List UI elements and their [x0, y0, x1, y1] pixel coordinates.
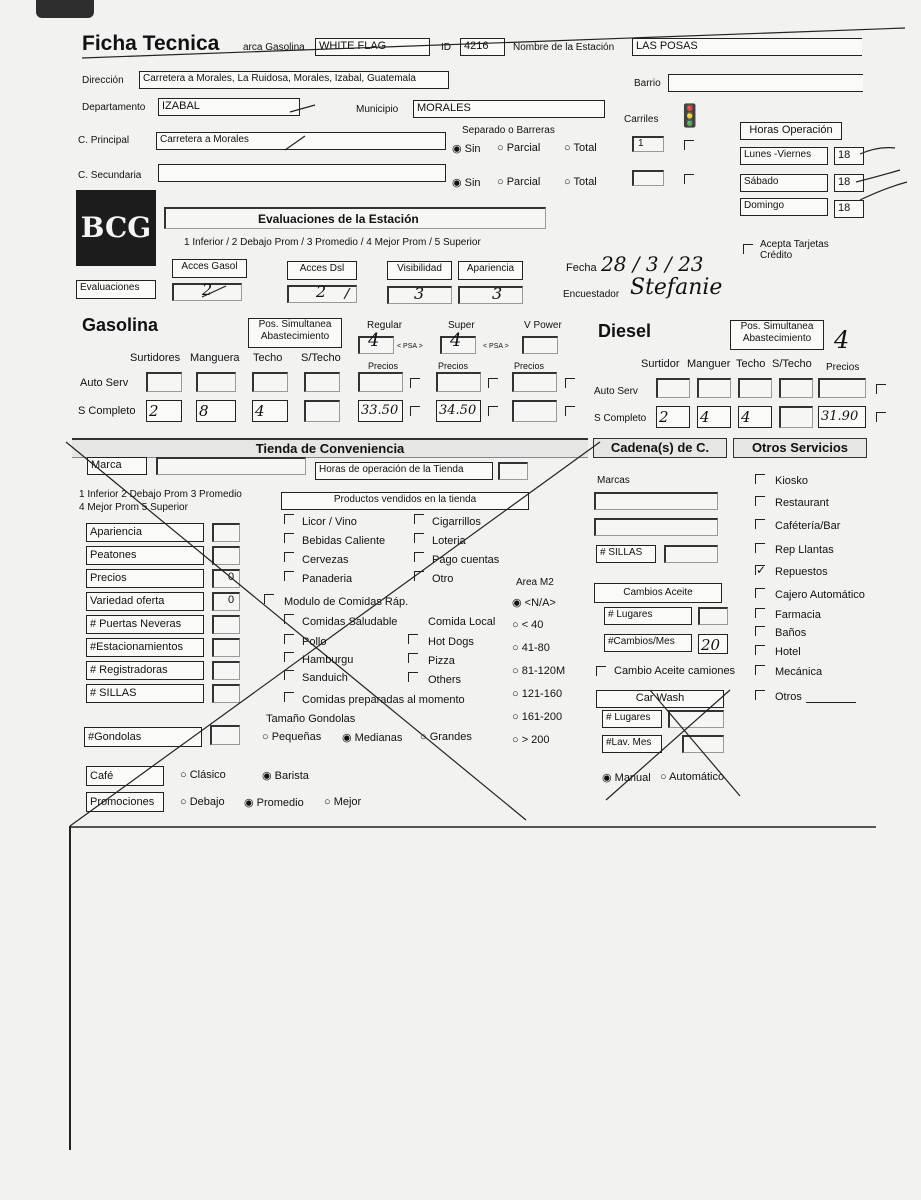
cambio-camiones-label: Cambio Aceite camiones — [614, 665, 736, 677]
tienda-scale-2: 4 Mejor Prom 5 Superior — [79, 502, 188, 513]
visibilidad-value: 3 — [414, 284, 425, 303]
cadena-sillas-label: # SILLAS — [596, 545, 656, 563]
cadena-marcas-label: Marcas — [597, 475, 630, 486]
gasolina-col-manguera: Manguera — [190, 352, 240, 364]
rating-field[interactable]: 0 — [212, 592, 240, 611]
visibilidad-label: Visibilidad — [387, 261, 452, 280]
fecha-label: Fecha — [566, 262, 597, 274]
diesel-col-manguer: Manguer — [687, 358, 731, 370]
rating-field[interactable]: 0 — [212, 569, 240, 588]
diesel-col-stecho: S/Techo — [772, 358, 812, 370]
otros-label: Repuestos — [775, 566, 828, 578]
departamento-field[interactable]: IZABAL — [158, 98, 300, 116]
automatico-radio[interactable]: ○ Automático — [660, 771, 725, 783]
promo-debajo-radio[interactable]: ○ Debajo — [180, 796, 225, 808]
otros-label: Baños — [775, 627, 807, 639]
sin-radio-2[interactable]: ◉ Sin — [452, 177, 481, 189]
acepta-tarjetas-label: Acepta Tarjetas Crédito — [760, 239, 829, 261]
horas-operacion-title: Horas Operación — [740, 122, 842, 140]
otros-label: Cajero Automático — [775, 589, 865, 601]
car-wash-title: Car Wash — [596, 690, 724, 708]
psa-label-1: < PSA > — [397, 343, 423, 350]
diesel-full-manguer[interactable]: 4 — [697, 406, 731, 428]
marca-gasolina-field[interactable]: WHITE FLAG — [315, 38, 430, 56]
tamano-grandes-radio[interactable]: ○ Grandes — [420, 731, 472, 743]
parcial-radio-1[interactable]: ○ Parcial — [497, 142, 541, 154]
food-label: Pollo — [302, 636, 327, 648]
cafe-label: Café — [86, 766, 164, 786]
radio-mark-icon: ◉ — [512, 597, 525, 609]
otros-servicios-title: Otros Servicios — [733, 438, 867, 458]
marca-gasolina-label: arca Gasolina — [243, 42, 305, 53]
nombre-estacion-field[interactable]: LAS POSAS — [632, 38, 862, 56]
weekday-tick — [860, 148, 895, 154]
rating-label: Precios — [86, 569, 204, 588]
diesel-full-techo[interactable]: 4 — [738, 406, 772, 428]
rating-label: # Registradoras — [86, 661, 204, 680]
otros-label: Rep Llantas — [775, 544, 834, 556]
acces-dsl-value: 2 — [316, 282, 327, 301]
direccion-label: Dirección — [82, 75, 124, 86]
acces-dsl-slash — [344, 288, 350, 299]
product-label: Panaderia — [302, 573, 353, 585]
carwash-lugares-label: # Lugares — [602, 710, 662, 728]
psa-label-2: < PSA > — [483, 343, 509, 350]
otros-label: Restaurant — [775, 497, 829, 509]
municipio-label: Municipio — [356, 104, 399, 115]
apariencia-label: Apariencia — [458, 261, 523, 280]
cafe-barista-radio[interactable]: ◉ Barista — [262, 770, 309, 782]
product-label: Bebidas Caliente — [302, 535, 386, 547]
regular-precios-label: Precios — [368, 361, 399, 371]
sunday-label: Domingo — [740, 198, 828, 216]
diesel-pos-simultanea: Pos. Simultanea Abastecimiento — [730, 320, 824, 350]
modulo-label: Modulo de Comidas Ráp. — [284, 596, 409, 608]
cambios-aceite-title: Cambios Aceite — [594, 583, 722, 603]
gasolina-title: Gasolina — [82, 315, 159, 335]
tienda-cross-2 — [66, 442, 526, 820]
product-label: Cigarrillos — [432, 516, 481, 528]
vpower-precios-label: Precios — [514, 361, 545, 371]
gasolina-pos-simultanea: Pos. Simultanea Abastecimiento — [248, 318, 342, 348]
gasolina-col-surtidores: Surtidores — [130, 352, 181, 364]
radio-mark-icon: ○ — [512, 688, 522, 700]
gas-full-surtidores[interactable]: 2 — [146, 400, 182, 422]
gasolina-auto-serv-label: Auto Serv — [80, 377, 129, 389]
weekday-hours-field[interactable]: 18 — [834, 147, 864, 165]
id-field[interactable]: 4216 — [460, 38, 505, 56]
gas-full-regular-price[interactable]: 33.50 — [358, 400, 403, 422]
carriles-principal-field[interactable]: 1 — [632, 136, 664, 152]
carwash-cross-1 — [606, 690, 730, 800]
diesel-col-precios: Precios — [826, 362, 860, 373]
diesel-full-price[interactable]: 31.90 — [818, 406, 866, 428]
gasolina-s-completo-label: S Completo — [78, 405, 136, 417]
food-label: Hot Dogs — [428, 636, 474, 648]
diesel-col-surtidor: Surtidor — [641, 358, 680, 370]
tienda-marca-label: Marca — [87, 457, 147, 475]
check-mark-icon: ✓ — [756, 563, 767, 577]
diesel-col-techo: Techo — [736, 358, 766, 370]
total-radio-2[interactable]: ○ Total — [564, 176, 597, 188]
rating-label: Peatones — [86, 546, 204, 565]
tamano-pequenas-radio[interactable]: ○ Pequeñas — [262, 731, 322, 743]
evaluaciones-scale: 1 Inferior / 2 Debajo Prom / 3 Promedio / 4 Mejor Prom / 5 Superior — [184, 237, 481, 248]
rating-label: # SILLAS — [86, 684, 204, 703]
acces-gasol-slash — [202, 286, 226, 297]
cafe-clasico-radio[interactable]: ○ Clásico — [180, 769, 226, 781]
weekday-label: Lunes -Viernes — [740, 147, 828, 165]
evaluaciones-label: Evaluaciones — [76, 280, 156, 299]
otros-label: Cafétería/Bar — [775, 520, 841, 532]
super-pos-value: 4 — [450, 330, 462, 351]
cambios-mes-label: #Cambios/Mes — [604, 634, 692, 652]
tamano-label: Tamaño Gondolas — [266, 713, 356, 725]
radio-mark-icon: ○ — [512, 665, 522, 677]
sunday-hours-field[interactable]: 18 — [834, 200, 864, 218]
rating-label: Apariencia — [86, 523, 204, 542]
gas-full-super-price[interactable]: 34.50 — [436, 400, 481, 422]
nombre-estacion-label: Nombre de la Estación — [513, 42, 615, 53]
tamano-medianas-radio[interactable]: ◉ Medianas — [342, 732, 403, 744]
cprincipal-field[interactable]: Carretera a Morales — [156, 132, 446, 150]
saturday-hours-field[interactable]: 18 — [834, 174, 864, 192]
manual-radio[interactable]: ◉ Manual — [602, 772, 651, 784]
lav-mes-label: #Lav. Mes — [602, 735, 662, 753]
area-option-label: <N/A> — [524, 597, 556, 609]
productos-label: Productos vendidos en la tienda — [281, 492, 529, 510]
promo-mejor-radio[interactable]: ○ Mejor — [324, 796, 362, 808]
otros-label: Otros — [775, 691, 802, 703]
vpower-label: V Power — [524, 320, 562, 331]
super-precios-label: Precios — [438, 361, 469, 371]
area-option-label: < 40 — [521, 619, 544, 631]
area-option-label: > 200 — [521, 734, 550, 746]
saturday-tick — [856, 170, 900, 182]
tienda-cross-1 — [70, 442, 600, 826]
gondolas-label: #Gondolas — [84, 727, 202, 747]
cambios-lugares-label: # Lugares — [604, 607, 692, 625]
encuestador-value: Stefanie — [630, 275, 723, 300]
comida-local-label: Comida Local — [428, 616, 496, 628]
product-label: Loteria — [432, 535, 466, 547]
cambios-mes-field[interactable]: 20 — [698, 634, 728, 654]
product-label: Licor / Vino — [302, 516, 357, 528]
comidas-preparadas-label: Comidas preparadas al momento — [302, 694, 465, 706]
cadena-title: Cadena(s) de C. — [593, 438, 727, 458]
id-label: ID — [441, 42, 451, 53]
csecundaria-label: C. Secundaria — [78, 170, 142, 181]
total-radio-1[interactable]: ○ Total — [564, 142, 597, 154]
separado-label: Separado o Barreras — [462, 125, 555, 136]
radio-mark-icon: ○ — [512, 619, 522, 631]
regular-label: Regular — [367, 320, 403, 331]
area-option-label: 161-200 — [521, 711, 563, 723]
gasolina-col-stecho: S/Techo — [301, 352, 341, 364]
promo-promedio-radio[interactable]: ◉ Promedio — [244, 797, 304, 809]
gas-full-manguera[interactable]: 8 — [196, 400, 236, 422]
diesel-full-surtidor[interactable]: 2 — [656, 406, 690, 428]
cprincipal-label: C. Principal — [78, 135, 130, 146]
form-title: Ficha Tecnica — [82, 32, 220, 55]
principal-mark — [285, 136, 305, 150]
direccion-field[interactable]: Carretera a Morales, La Ruidosa, Morales, Izabal, Guatemala — [139, 71, 449, 89]
diesel-auto-serv-label: Auto Serv — [594, 386, 638, 397]
food-label: Sanduich — [302, 672, 348, 684]
apariencia-value: 3 — [492, 284, 503, 303]
otros-label: Mecánica — [775, 666, 823, 678]
parcial-radio-2[interactable]: ○ Parcial — [497, 176, 541, 188]
food-label: Pizza — [428, 655, 455, 667]
gas-full-techo[interactable]: 4 — [252, 400, 288, 422]
bcg-logo: BCG — [76, 190, 156, 266]
tienda-horas-label: Horas de operación de la Tienda — [315, 462, 493, 480]
departamento-label: Departamento — [82, 102, 146, 113]
regular-pos-value: 4 — [368, 330, 380, 351]
area-option-label: 41-80 — [521, 642, 550, 654]
acces-gasol-label: Acces Gasol — [172, 259, 247, 278]
rating-label: #Estacionamientos — [86, 638, 204, 657]
otros-label: Hotel — [775, 646, 801, 658]
saturday-label: Sábado — [740, 174, 828, 192]
tienda-scale-1: 1 Inferior 2 Debajo Prom 3 Promedio — [79, 489, 242, 500]
diesel-title: Diesel — [598, 321, 652, 341]
otros-label: Kiosko — [775, 475, 809, 487]
product-label: Otro — [432, 573, 454, 585]
radio-mark-icon: ○ — [512, 642, 522, 654]
depto-mark — [290, 105, 315, 112]
acces-gasol-value: 2 — [202, 280, 213, 299]
encuestador-label: Encuestador — [563, 289, 620, 300]
evaluaciones-title: Evaluaciones de la Estación — [258, 212, 419, 226]
food-label: Hamburgu — [302, 654, 354, 666]
gasolina-col-techo: Techo — [253, 352, 283, 364]
radio-mark-icon: ○ — [512, 711, 522, 723]
product-label: Pago cuentas — [432, 554, 500, 566]
tienda-title: Tienda de Conveniencia — [72, 438, 588, 458]
radio-mark-icon: ○ — [512, 734, 522, 746]
header-rule — [82, 28, 905, 58]
promociones-label: Promociones — [86, 792, 164, 812]
carwash-cross-2 — [650, 690, 740, 796]
rating-label: Variedad oferta — [86, 592, 204, 611]
municipio-field[interactable]: MORALES — [413, 100, 605, 118]
traffic-light-icon: 🚦 — [676, 103, 704, 128]
carriles-label: Carriles — [624, 114, 659, 125]
food-label: Others — [428, 674, 462, 686]
diesel-s-completo-label: S Completo — [594, 413, 647, 424]
comidas-saludable-label: Comidas Saludable — [302, 616, 398, 628]
super-label: Super — [448, 320, 475, 331]
sin-radio-1[interactable]: ◉ Sin — [452, 143, 481, 155]
area-option-label: 81-120M — [521, 665, 566, 677]
acces-dsl-label: Acces Dsl — [287, 261, 357, 280]
area-option-label: 121-160 — [521, 688, 563, 700]
area-label: Area M2 — [516, 577, 554, 588]
otros-label: Farmacia — [775, 609, 821, 621]
fecha-value: 28 / 3 / 23 — [601, 252, 704, 276]
diesel-pos-value: 4 — [834, 326, 850, 354]
product-label: Cervezas — [302, 554, 349, 566]
rating-label: # Puertas Neveras — [86, 615, 204, 634]
barrio-label: Barrio — [634, 78, 661, 89]
sunday-tick — [860, 182, 907, 200]
